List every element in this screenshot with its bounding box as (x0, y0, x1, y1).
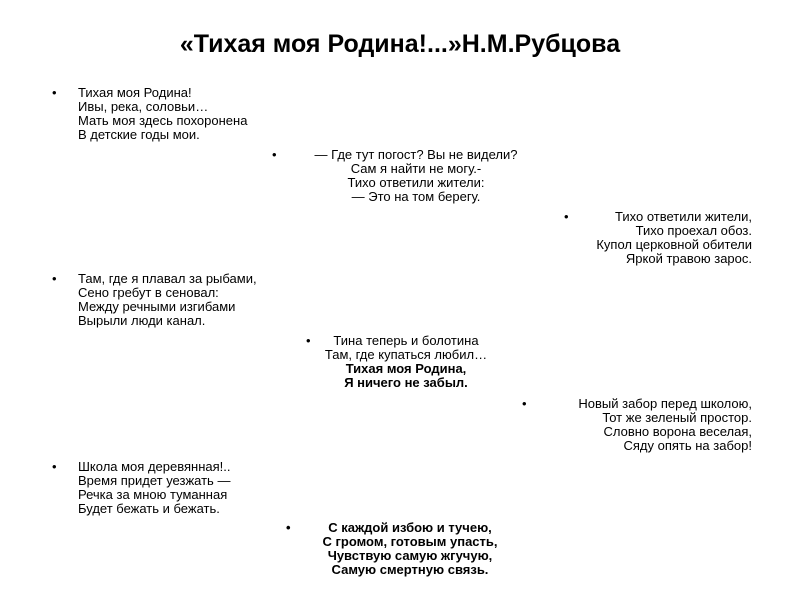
bullet: • (272, 147, 277, 162)
stanza-8 (286, 520, 520, 577)
stanza-line: Чувствую самую жгучую, (327, 548, 493, 563)
stanza-line: Тина теперь и болотина (333, 333, 479, 348)
bullet: • (522, 396, 527, 411)
stanza-line: Купол церковной обители (596, 237, 752, 252)
stanza-line: — Это на том берегу. (351, 189, 481, 204)
stanza-line: Там, где купаться любил… (324, 347, 488, 362)
stanza-line: С громом, готовым упасть, (322, 534, 498, 549)
bullet: • (52, 271, 57, 286)
stanza-line: Будет бежать и бежать. (78, 501, 220, 516)
stanza-line: Сено гребут в сеновал: (78, 285, 219, 300)
stanza-line: Школа моя деревянная!.. (78, 459, 231, 474)
stanza-line: Тихая моя Родина! (78, 85, 192, 100)
stanza-line: В детские годы мои. (78, 127, 200, 142)
bullet: • (306, 333, 311, 348)
stanza-line: Самую смертную связь. (331, 562, 489, 577)
stanza-line: Тот же зеленый простор. (602, 410, 752, 425)
stanza-line: Там, где я плавал за рыбами, (78, 271, 257, 286)
bullet: • (52, 85, 57, 100)
stanza-1 (52, 85, 248, 142)
stanza-7 (52, 459, 231, 516)
stanza-line: С каждой избою и тучею, (328, 520, 492, 535)
stanza-line: Вырыли люди канал. (78, 313, 206, 328)
stanza-line: Тихо ответили жители: (347, 175, 485, 190)
stanza-5 (306, 334, 506, 390)
stanza-line: Словно ворона веселая, (603, 424, 752, 439)
stanza-line: Я ничего не забыл. (344, 375, 468, 390)
stanza-line: Тихая моя Родина, (345, 361, 467, 376)
stanza-line: Яркой травою зарос. (625, 251, 752, 266)
stanza-line: Речка за мною туманная (78, 487, 228, 502)
stanza-4 (52, 271, 257, 328)
page-title: «Тихая моя Родина!...»Н.М.Рубцова (179, 30, 621, 58)
stanza-line: Сяду опять на забор! (623, 438, 752, 453)
stanza-3 (552, 210, 752, 266)
stanza-line: — Где тут погост? Вы не видели? (314, 147, 518, 162)
stanza-line: Сам я найти не могу.- (350, 161, 482, 176)
stanza-line: Время придет уезжать — (78, 473, 231, 488)
stanza-line: Между речными изгибами (78, 299, 236, 314)
bullet: • (564, 209, 569, 224)
bullet: • (52, 459, 57, 474)
bullet: • (286, 520, 291, 535)
stanza-6 (522, 396, 752, 453)
stanza-line: Ивы, река, соловьи… (78, 99, 209, 114)
stanza-line: Тихо ответили жители, (615, 209, 752, 224)
stanza-2 (272, 147, 536, 204)
stanza-line: Тихо проехал обоз. (635, 223, 752, 238)
stanza-line: Мать моя здесь похоронена (78, 113, 248, 128)
stanza-line: Новый забор перед школою, (578, 396, 752, 411)
